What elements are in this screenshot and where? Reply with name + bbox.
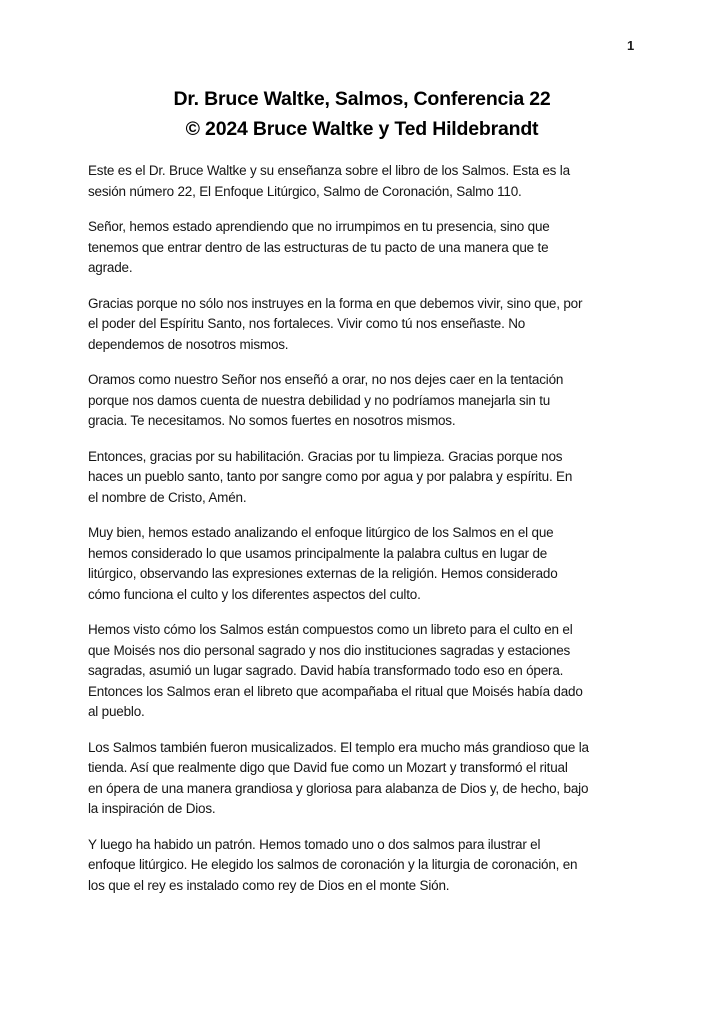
paragraph: Entonces, gracias por su habilitación. Gracias por tu limpieza. Gracias porque nos haces un pueblo santo, tanto por sangre como por agua y por palabra y espíritu. En el nombre de Cristo, Amén. bbox=[88, 448, 573, 505]
paragraph: Los Salmos también fueron musicalizados. El templo era mucho más grandioso que la tienda. Así que realmente digo que David fue como un Mozart y transformó el ritual en ópera de una manera grandiosa y gloriosa para alabanza de Dios y, de hecho, bajo la inspiración de Dios. bbox=[88, 739, 589, 816]
paragraph: Gracias porque no sólo nos instruyes en la forma en que debemos vivir, sino que, por el poder del Espíritu Santo, nos fortaleces. Vivir como tú nos enseñaste. No dependemos de nosotros mismos. bbox=[88, 295, 583, 352]
document-title bbox=[0, 84, 724, 144]
paragraph: Este es el Dr. Bruce Waltke y su enseñanza sobre el libro de los Salmos. Esta es la sesión número 22, El Enfoque Litúrgico, Salmo de Coronación, Salmo 110. bbox=[88, 163, 570, 199]
paragraph: Oramos como nuestro Señor nos enseñó a orar, no nos dejes caer en la tentación porque nos damos cuenta de nuestra debilidad y no podríamos manejarla sin tu gracia. Te necesitamos. No somos fuertes en nosotros mismos. bbox=[88, 372, 564, 428]
paragraph: Señor, hemos estado aprendiendo que no irrumpimos en tu presencia, sino que tenemos que entrar dentro de las estructuras de tu pacto de una manera que te agrade. bbox=[88, 219, 550, 275]
paragraph: Hemos visto cómo los Salmos están compuestos como un libreto para el culto en el que Moisés nos dio personal sagrado y nos dio instituciones sagradas y estaciones sagradas, asumió un lugar sagrado. David había transformado todo eso en ópera. Entonces los Salmos eran el libreto que acompañaba el ritual que Moisés había dado al pueblo. bbox=[88, 622, 583, 719]
paragraph: Muy bien, hemos estado analizando el enfoque litúrgico de los Salmos en el que hemos considerado lo que usamos principalmente la palabra cultus en lugar de litúrgico, observando las expresiones externas de la religión. Hemos considerado cómo funciona el culto y los diferentes aspectos del culto. bbox=[88, 525, 558, 602]
document-body bbox=[88, 161, 653, 911]
paragraph: Y luego ha habido un patrón. Hemos tomado uno o dos salmos para ilustrar el enfoque litúrgico. He elegido los salmos de coronación y la liturgia de coronación, en los que el rey es instalado como rey de Dios en el monte Sión. bbox=[88, 836, 578, 893]
title-line-2: © 2024 Bruce Waltke y Ted Hildebrandt bbox=[185, 118, 539, 140]
title-line-1: Dr. Bruce Waltke, Salmos, Conferencia 22 bbox=[173, 88, 551, 110]
page-number: 1 bbox=[627, 38, 635, 53]
